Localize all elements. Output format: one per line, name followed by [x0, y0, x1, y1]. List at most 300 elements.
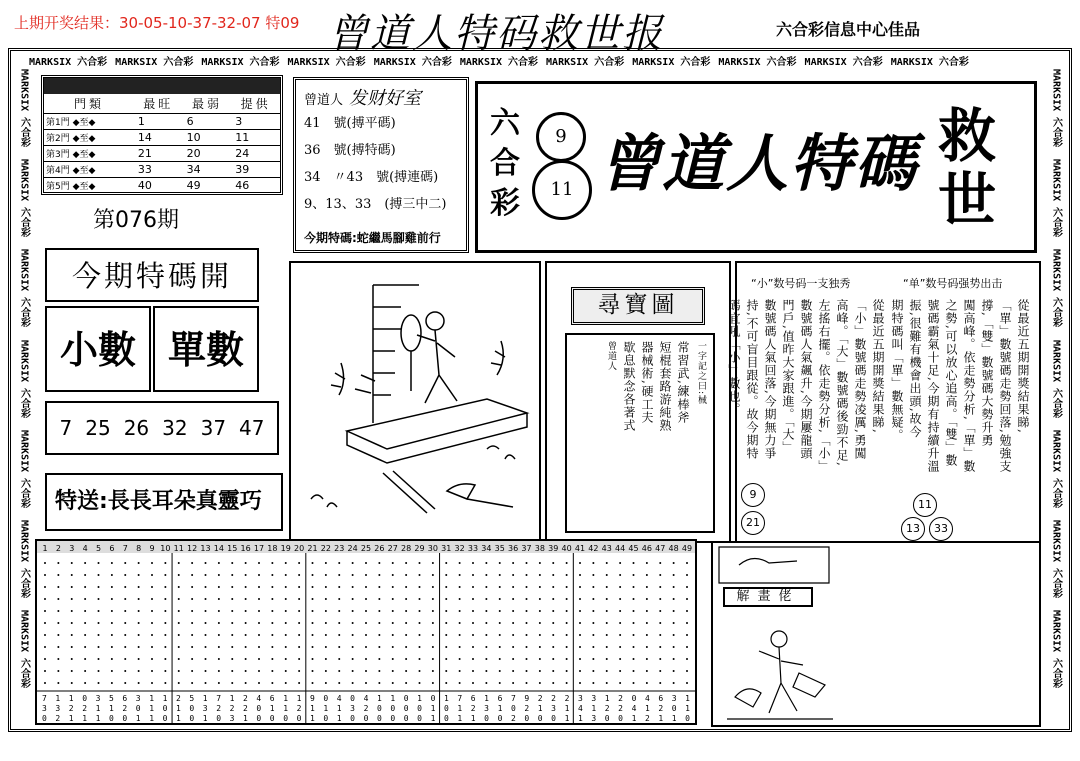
grid-header-number: 9 [149, 544, 155, 553]
grid-dot [124, 682, 126, 684]
grid-dot [124, 586, 126, 588]
grid-header-number: 8 [136, 544, 142, 553]
grid-dot [405, 598, 407, 600]
grid-dot [445, 646, 447, 648]
grid-dot [485, 586, 487, 588]
grid-dot [539, 574, 541, 576]
grid-dot [445, 562, 447, 564]
grid-dot [606, 610, 608, 612]
illustration-martial [289, 261, 541, 543]
stats-header-row [44, 94, 280, 114]
grid-dot [419, 634, 421, 636]
grid-dot [526, 658, 528, 660]
grid-dot [325, 646, 327, 648]
stats-cell-pick: 24 [231, 146, 280, 162]
grid-dot [191, 634, 193, 636]
grid-dot [245, 670, 247, 672]
puzzle-panel [711, 541, 1041, 727]
grid-dot [419, 682, 421, 684]
grid-dot [84, 610, 86, 612]
grid-dot [57, 646, 59, 648]
martial-artist-illustration [291, 263, 539, 541]
title-big [938, 104, 996, 232]
grid-dot [673, 574, 675, 576]
grid-dot [285, 658, 287, 660]
grid-dot [419, 598, 421, 600]
grid-dot [98, 682, 100, 684]
grid-dot [378, 574, 380, 576]
grid-dot [526, 574, 528, 576]
brand-mark: MARKSIX 六合彩 [1050, 339, 1062, 418]
grid-dot [98, 562, 100, 564]
title-side-char: 合 [490, 146, 520, 181]
grid-header-number: 10 [160, 544, 171, 553]
grid-dot [258, 658, 260, 660]
grid-header-number: 48 [668, 544, 679, 553]
grid-dot [325, 586, 327, 588]
grid-dot [472, 622, 474, 624]
grid-dot [633, 610, 635, 612]
title-big-char: 世 [938, 166, 997, 234]
grid-header-number: 49 [681, 544, 693, 553]
grid-dot [633, 658, 635, 660]
grid-dot [191, 598, 193, 600]
grid-dot [579, 670, 581, 672]
grid-dot [57, 622, 59, 624]
grid-dot [57, 658, 59, 660]
grid-dot [44, 586, 46, 588]
grid-header-number: 32 [454, 544, 465, 553]
grid-dot [325, 670, 327, 672]
grid-dot [392, 574, 394, 576]
stats-row [44, 146, 280, 162]
stats-row [44, 130, 280, 146]
grid-dot [178, 634, 180, 636]
grid-dot [191, 670, 193, 672]
newspaper-sheet [8, 48, 1072, 732]
grid-dot [138, 682, 140, 684]
grid-header-number: 34 [481, 544, 492, 553]
grid-dot [646, 670, 648, 672]
grid-dot [579, 574, 581, 576]
grid-dot [579, 586, 581, 588]
stats-cell-cold: 6 [183, 114, 232, 130]
grid-dot [566, 634, 568, 636]
grid-header-number: 23 [334, 544, 345, 553]
stats-cell-pick: 3 [231, 114, 280, 130]
analysis-column: 振,很難有機會出頭,故今 [908, 299, 922, 439]
grid-dot [338, 622, 340, 624]
tip-author [304, 84, 458, 110]
grid-dot [205, 646, 207, 648]
grid-dot [445, 574, 447, 576]
brand-mark: MARKSIX 六合彩 [890, 57, 969, 68]
grid-dot [686, 646, 688, 648]
grid-dot [566, 670, 568, 672]
stats-cell-cold: 20 [183, 146, 232, 162]
grid-dot [151, 610, 153, 612]
grid-dot [111, 562, 113, 564]
grid-dot [405, 622, 407, 624]
grid-dot [432, 610, 434, 612]
grid-dot [659, 658, 661, 660]
grid-dot [539, 610, 541, 612]
grid-dot [512, 646, 514, 648]
puzzle-label: 解畫佬 [723, 587, 813, 607]
brand-mark: MARKSIX 六合彩 [201, 57, 280, 68]
grid-dot [499, 646, 501, 648]
grid-dot [298, 658, 300, 660]
grid-dot [124, 658, 126, 660]
grid-dot [164, 634, 166, 636]
grid-dot [526, 562, 528, 564]
grid-dot [218, 586, 220, 588]
grid-dot [485, 658, 487, 660]
grid-dot [312, 670, 314, 672]
grid-dot [124, 634, 126, 636]
grid-dot [178, 574, 180, 576]
grid-dot [673, 670, 675, 672]
grid-dot [392, 562, 394, 564]
grid-dot [231, 622, 233, 624]
grid-dot [352, 658, 354, 660]
grid-dot [673, 586, 675, 588]
grid-dot [285, 646, 287, 648]
grid-dot [633, 646, 635, 648]
grid-dot [659, 646, 661, 648]
grid-header-number: 11 [173, 544, 184, 553]
grid-dot [231, 574, 233, 576]
grid-dot [606, 586, 608, 588]
grid-dot [312, 682, 314, 684]
grid-dot [392, 598, 394, 600]
grid-dot [191, 682, 193, 684]
grid-dot [124, 598, 126, 600]
grid-dot [151, 562, 153, 564]
grid-dot [405, 682, 407, 684]
grid-dot [231, 646, 233, 648]
analysis-column: 期特碼叫「單」數無疑。 [890, 299, 904, 442]
grid-dot [646, 658, 648, 660]
grid-dot [231, 598, 233, 600]
grid-dot [526, 634, 528, 636]
grid-dot [84, 586, 86, 588]
grid-dot [686, 586, 688, 588]
grid-dot [138, 622, 140, 624]
grid-header-number: 29 [414, 544, 425, 553]
grid-dot [445, 586, 447, 588]
analysis-head-small: “小”数号码一支独秀 [751, 277, 851, 290]
grid-header-number: 26 [374, 544, 385, 553]
grid-dot [673, 646, 675, 648]
grid-dot [218, 670, 220, 672]
grid-header-number: 37 [521, 544, 532, 553]
grid-header-number: 36 [508, 544, 519, 553]
grid-dot [138, 670, 140, 672]
grid-dot [178, 586, 180, 588]
grid-dot [485, 646, 487, 648]
grid-dot [111, 682, 113, 684]
grid-dot [178, 682, 180, 684]
grid-dot [245, 598, 247, 600]
grid-dot [338, 658, 340, 660]
grid-dot [312, 562, 314, 564]
grid-dot [579, 610, 581, 612]
grid-dot [673, 622, 675, 624]
grid-dot [485, 622, 487, 624]
grid-dot [218, 658, 220, 660]
grid-dot [673, 598, 675, 600]
grid-dot [419, 586, 421, 588]
grid-dot [646, 646, 648, 648]
grid-dot [552, 634, 554, 636]
grid-dot [552, 670, 554, 672]
grid-dot [164, 682, 166, 684]
grid-dot [271, 586, 273, 588]
grid-dot [44, 598, 46, 600]
scroll-column: 一字記之曰:械 [696, 341, 706, 406]
grid-dot [499, 574, 501, 576]
grid-dot [432, 598, 434, 600]
grid-dot [459, 682, 461, 684]
grid-dot [659, 562, 661, 564]
brand-strip-top [11, 53, 1069, 69]
grid-dot [138, 586, 140, 588]
number-circle: 11 [913, 493, 937, 517]
grid-dot [526, 598, 528, 600]
grid-dot [98, 658, 100, 660]
grid-dot [512, 622, 514, 624]
grid-footer-row: 0 2 1 1 1 0 0 1 1 0 1 0 1 0 3 1 0 0 0 0 1 0 1 0 0 0 0 0 0 1 0 1 1 0 0 2 0 0 0 1 1 3 0 0 1 2 1 1 0 [42, 714, 690, 723]
grid-dot [365, 682, 367, 684]
grid-dot [606, 682, 608, 684]
grid-dot [151, 598, 153, 600]
grid-dot [646, 598, 648, 600]
grid-dot [646, 586, 648, 588]
grid-dot [285, 634, 287, 636]
grid-dot [312, 574, 314, 576]
stats-cell-hot: 14 [134, 130, 183, 146]
grid-dot [686, 658, 688, 660]
grid-dot [432, 634, 434, 636]
grid-dot [579, 658, 581, 660]
grid-dot [659, 634, 661, 636]
grid-dot [378, 586, 380, 588]
grid-dot [552, 646, 554, 648]
grid-dot [392, 586, 394, 588]
grid-dot [606, 634, 608, 636]
grid-dot [285, 622, 287, 624]
grid-header-number: 12 [187, 544, 198, 553]
grid-dot [579, 682, 581, 684]
grid-header-number: 24 [347, 544, 358, 553]
grid-dot [539, 682, 541, 684]
brand-mark: MARKSIX 六合彩 [287, 57, 366, 68]
analysis-column: 左搖右擺。依走勢分析,「小」 [817, 299, 831, 473]
tip-signature: 发财好室 [349, 88, 422, 109]
grid-dot [633, 598, 635, 600]
grid-dot [124, 574, 126, 576]
grid-header-number: 18 [267, 544, 278, 553]
grid-dot [57, 634, 59, 636]
grid-dot [552, 574, 554, 576]
grid-dot [98, 586, 100, 588]
grid-dot [552, 610, 554, 612]
grid-dot [646, 682, 648, 684]
grid-dot [539, 670, 541, 672]
grid-dot [459, 622, 461, 624]
analysis-column: 「單」數號碼走勢回落,勉強支 [998, 299, 1012, 473]
grid-dot [619, 562, 621, 564]
grid-dot [633, 670, 635, 672]
grid-dot [673, 682, 675, 684]
stats-cell-hot: 21 [134, 146, 183, 162]
grid-dot [619, 622, 621, 624]
grid-dot [164, 622, 166, 624]
grid-dot [44, 562, 46, 564]
grid-dot [138, 574, 140, 576]
grid-dot [633, 682, 635, 684]
grid-dot [164, 562, 166, 564]
grid-dot [485, 610, 487, 612]
grid-dot [659, 598, 661, 600]
grid-dot [566, 622, 568, 624]
grid-dot [178, 610, 180, 612]
grid-dot [432, 562, 434, 564]
title-side-char: 六 [490, 106, 520, 141]
grid-dot [271, 574, 273, 576]
grid-dot [71, 598, 73, 600]
stats-row [44, 178, 280, 194]
grid-dot [592, 682, 594, 684]
analysis-column: 號碼霸氣十足,今期有持續升溫 [926, 299, 940, 473]
grid-dot [472, 574, 474, 576]
grid-dot [151, 646, 153, 648]
grid-dot [218, 646, 220, 648]
grid-dot [57, 586, 59, 588]
grid-dot [512, 682, 514, 684]
grid-dot [98, 574, 100, 576]
grid-dot [352, 682, 354, 684]
grid-dot [633, 634, 635, 636]
grid-dot [539, 622, 541, 624]
grid-dot [325, 562, 327, 564]
grid-dot [271, 598, 273, 600]
grid-dot [84, 562, 86, 564]
grid-dot [472, 634, 474, 636]
grid-dot [124, 670, 126, 672]
grid-dot [325, 658, 327, 660]
brand-mark: MARKSIX 六合彩 [18, 159, 30, 238]
grid-dot [512, 574, 514, 576]
grid-dot [485, 670, 487, 672]
stats-cell-cold: 34 [183, 162, 232, 178]
brand-mark: MARKSIX 六合彩 [18, 69, 30, 148]
grid-dot [445, 610, 447, 612]
grid-dot [646, 622, 648, 624]
grid-dot [378, 610, 380, 612]
grid-dot [298, 634, 300, 636]
grid-dot [245, 610, 247, 612]
grid-dot [138, 658, 140, 660]
grid-header-number: 22 [320, 544, 331, 553]
grid-dot [472, 646, 474, 648]
grid-dot [151, 670, 153, 672]
grid-dot [352, 622, 354, 624]
stats-cell-tag: 第4門 ◆至◆ [44, 162, 134, 178]
grid-dot [552, 658, 554, 660]
grid-dot [258, 586, 260, 588]
grid-dot [231, 682, 233, 684]
grid-dot [312, 622, 314, 624]
grid-dot [84, 598, 86, 600]
grid-dot [338, 610, 340, 612]
grid-dot [271, 562, 273, 564]
grid-dot [485, 682, 487, 684]
grid-dot [164, 586, 166, 588]
grid-dot [298, 574, 300, 576]
stats-cell-pick: 39 [231, 162, 280, 178]
grid-header-number: 38 [534, 544, 545, 553]
grid-dot [659, 670, 661, 672]
grid-dot [191, 646, 193, 648]
grid-dot [619, 586, 621, 588]
grid-dot [673, 610, 675, 612]
grid-dot [338, 670, 340, 672]
grid-dot [459, 670, 461, 672]
grid-dot [338, 646, 340, 648]
grid-dot [686, 682, 688, 684]
grid-dot [405, 646, 407, 648]
title-banner [475, 81, 1037, 253]
grid-dot [485, 634, 487, 636]
treasure-scroll [565, 333, 715, 533]
grid-dot [258, 622, 260, 624]
analysis-column: 撐,「雙」數號碼大勢升勇 [980, 299, 994, 447]
brand-mark: MARKSIX 六合彩 [459, 57, 539, 68]
grid-dot [271, 646, 273, 648]
grid-dot [606, 622, 608, 624]
issue-number: 第076期 [93, 208, 179, 233]
puzzle-illustration [713, 543, 1039, 725]
grid-dot [566, 682, 568, 684]
grid-dot [592, 574, 594, 576]
grid-dot [445, 622, 447, 624]
grid-dot [271, 610, 273, 612]
grid-dot [472, 598, 474, 600]
grid-dot [218, 610, 220, 612]
grid-dot [579, 622, 581, 624]
grid-dot [392, 622, 394, 624]
grid-dot [579, 646, 581, 648]
stats-table [41, 75, 283, 195]
grid-dot [205, 574, 207, 576]
grid-dot [419, 562, 421, 564]
grid-dot [539, 562, 541, 564]
tip-today: 今期特碼:蛇繼馬腳雞前行 [304, 231, 441, 245]
grid-dot [231, 670, 233, 672]
grid-dot [111, 622, 113, 624]
grid-dot [151, 622, 153, 624]
stats-table-banner [44, 78, 280, 94]
grid-dot [566, 646, 568, 648]
grid-dot [499, 670, 501, 672]
grid-dot [151, 634, 153, 636]
grid-dot [512, 562, 514, 564]
number-item: 26 [123, 416, 150, 440]
grid-dot [178, 598, 180, 600]
grid-dot [405, 610, 407, 612]
